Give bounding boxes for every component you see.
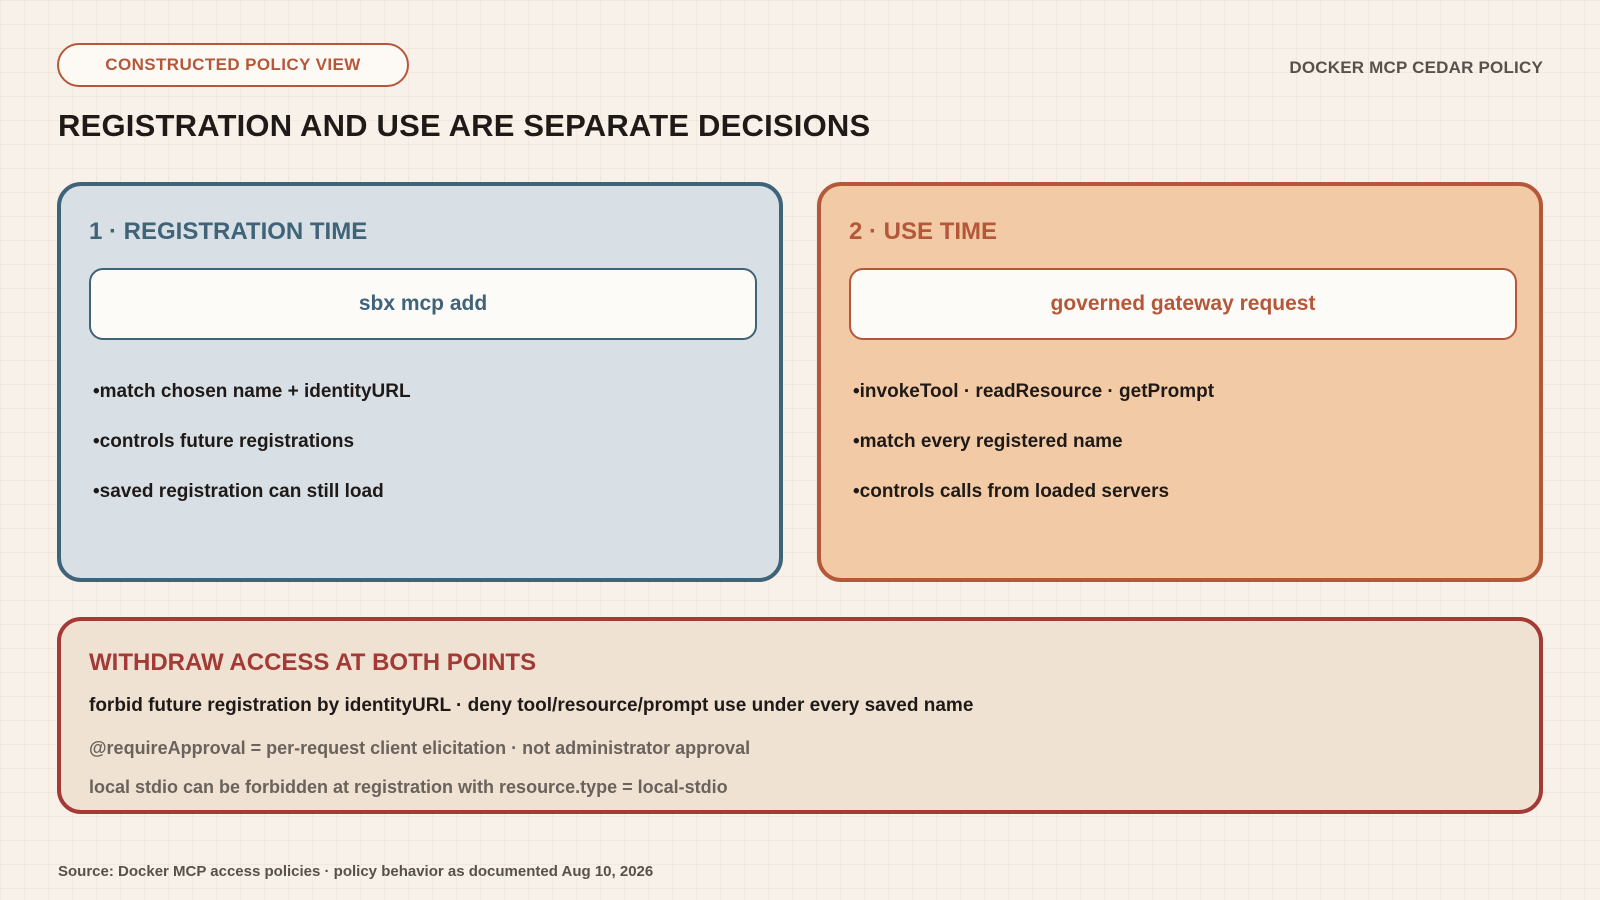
list-item: • invokeTool · readResource · getPrompt <box>853 380 1214 430</box>
withdraw-note: local stdio can be forbidden at registration with resource.type = local-stdio <box>89 777 728 797</box>
registration-panel-title: 1 · REGISTRATION TIME <box>89 218 368 245</box>
source-footnote: Source: Docker MCP access policies · policy behavior as documented Aug 10, 2026 <box>58 863 654 880</box>
list-item: • saved registration can still load <box>93 480 411 530</box>
header-label: DOCKER MCP CEDAR POLICY <box>1289 58 1543 77</box>
list-item: • controls calls from loaded servers <box>853 480 1214 530</box>
use-panel-title: 2 · USE TIME <box>849 218 998 245</box>
list-item: • controls future registrations <box>93 430 411 480</box>
registration-bullet-list <box>93 380 411 530</box>
withdraw-note: @requireApproval = per-request client elicitation · not administrator approval <box>89 738 751 758</box>
registration-time-panel <box>57 182 783 582</box>
use-bullet-list <box>853 380 1214 530</box>
withdraw-panel-title: WITHDRAW ACCESS AT BOTH POINTS <box>89 649 537 676</box>
list-item: • match every registered name <box>853 430 1214 480</box>
registration-command-box: sbx mcp add <box>89 268 757 340</box>
use-time-panel <box>817 182 1543 582</box>
constructed-policy-view-badge: CONSTRUCTED POLICY VIEW <box>57 43 409 87</box>
page-title: REGISTRATION AND USE ARE SEPARATE DECISIONS <box>58 108 871 143</box>
list-item: • match chosen name + identityURL <box>93 380 411 430</box>
withdraw-access-panel <box>57 617 1543 814</box>
withdraw-main-text: forbid future registration by identityURL · deny tool/resource/prompt use under every saved name <box>89 695 974 716</box>
use-command-box: governed gateway request <box>849 268 1517 340</box>
